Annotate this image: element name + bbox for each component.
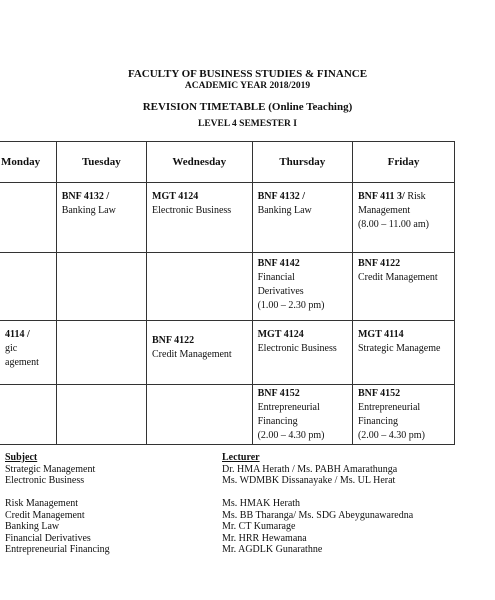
course-name: Banking Law: [257, 205, 312, 216]
subject-item: Credit Management: [5, 509, 85, 521]
table-row: [0, 385, 455, 445]
day-header-tuesday: Tuesday: [56, 142, 146, 183]
course-name: Banking Law: [61, 205, 116, 216]
timetable-title: REVISION TIMETABLE (Online Teaching): [142, 101, 353, 113]
table-row: [0, 321, 455, 385]
course-code: BNF 4122: [152, 335, 195, 346]
course-name: Strategic Manageme: [357, 343, 441, 354]
course-name: Credit Management: [152, 349, 232, 360]
slot-cell: [0, 321, 56, 385]
course-name-continued: agement: [5, 357, 39, 368]
course-time: (1.00 – 2.30 pm): [257, 300, 325, 311]
subject-legend: [5, 452, 110, 556]
academic-year: ACADEMIC YEAR 2018/2019: [184, 81, 311, 91]
lecturer-item: Dr. HMA Herath / Ms. PABH Amarathunga: [222, 463, 398, 475]
course-name: Financial Derivatives: [257, 272, 304, 297]
slot-cell: [56, 385, 146, 445]
course-time: (8.00 – 11.00 am): [357, 219, 429, 230]
lecturer-legend: [222, 452, 413, 556]
slot-cell: [252, 385, 352, 445]
lecturer-item: Ms. HMAK Herath: [222, 498, 301, 509]
slot-cell: [147, 385, 253, 445]
subject-item: Entrepreneurial Financing: [5, 544, 110, 555]
level-semester: LEVEL 4 SEMESTER I: [198, 119, 297, 129]
slot-cell: [352, 183, 454, 253]
course-code: BNF 4132 /: [61, 191, 110, 202]
slot-cell: [147, 183, 253, 253]
course-code: MGT 4124: [152, 191, 199, 202]
day-header-row: [0, 142, 455, 183]
course-name: gic: [5, 343, 18, 354]
slot-cell: [252, 321, 352, 385]
lecturer-item: Ms. WDMBK Dissanayake / Ms. UL Herat: [222, 475, 396, 486]
faculty-title: FACULTY OF BUSINESS STUDIES & FINANCE: [127, 68, 368, 80]
course-code: MGT 4114: [357, 329, 404, 340]
slot-cell: [352, 321, 454, 385]
lecturer-item: Mr. AGDLK Gunarathne: [222, 544, 323, 555]
slot-cell: [0, 253, 56, 321]
day-header-wednesday: Wednesday: [147, 142, 253, 183]
course-name: Entrepreneurial Financing: [357, 402, 421, 427]
course-code: BNF 411 3/: [357, 191, 405, 202]
slot-cell: [352, 385, 454, 445]
course-code: BNF 4152: [357, 388, 401, 399]
slot-cell: [252, 183, 352, 253]
lecturer-item: Mr. CT Kumarage: [222, 521, 296, 532]
slot-cell: [0, 183, 56, 253]
day-header-friday: Friday: [352, 142, 454, 183]
course-code: BNF 4122: [357, 258, 401, 269]
lecturer-item: Ms. BB Tharanga/ Ms. SDG Abeygunawaredna: [222, 509, 414, 521]
subject-item: Risk Management: [5, 498, 79, 509]
table-row: [0, 183, 455, 253]
table-row: [0, 253, 455, 321]
slot-cell: [56, 321, 146, 385]
slot-cell: [147, 321, 253, 385]
lecturer-heading: Lecturer: [222, 452, 260, 463]
course-name: Entrepreneurial Financing: [257, 402, 320, 427]
lecturer-item: Mr. HRR Hewamana: [222, 532, 307, 544]
subject-heading: Subject: [5, 452, 38, 463]
course-name: Electronic Business: [257, 343, 337, 354]
course-name: Risk Management: [357, 191, 426, 216]
subject-item: Strategic Management: [5, 463, 96, 475]
course-code: BNF 4152: [257, 388, 300, 399]
course-time: (2.00 – 4.30 pm): [357, 430, 425, 441]
course-time: (2.00 – 4.30 pm): [257, 430, 325, 441]
slot-cell: [147, 253, 253, 321]
slot-cell: [352, 253, 454, 321]
subject-item: Banking Law: [5, 521, 60, 532]
subject-item: Electronic Business: [5, 475, 85, 486]
course-code: 4114 /: [5, 329, 30, 340]
slot-cell: [56, 253, 146, 321]
day-header-monday: Monday: [0, 142, 56, 183]
day-header-thursday: Thursday: [252, 142, 352, 183]
subject-item: Financial Derivatives: [5, 532, 91, 544]
slot-cell: [252, 253, 352, 321]
course-code: MGT 4124: [257, 329, 304, 340]
timetable-grid: [0, 141, 455, 445]
course-code: BNF 4132 /: [257, 191, 305, 202]
slot-cell: [56, 183, 146, 253]
course-name: Electronic Business: [152, 205, 232, 216]
course-code: BNF 4142: [257, 258, 300, 269]
course-name: Credit Management: [357, 272, 438, 283]
slot-cell: [0, 385, 56, 445]
